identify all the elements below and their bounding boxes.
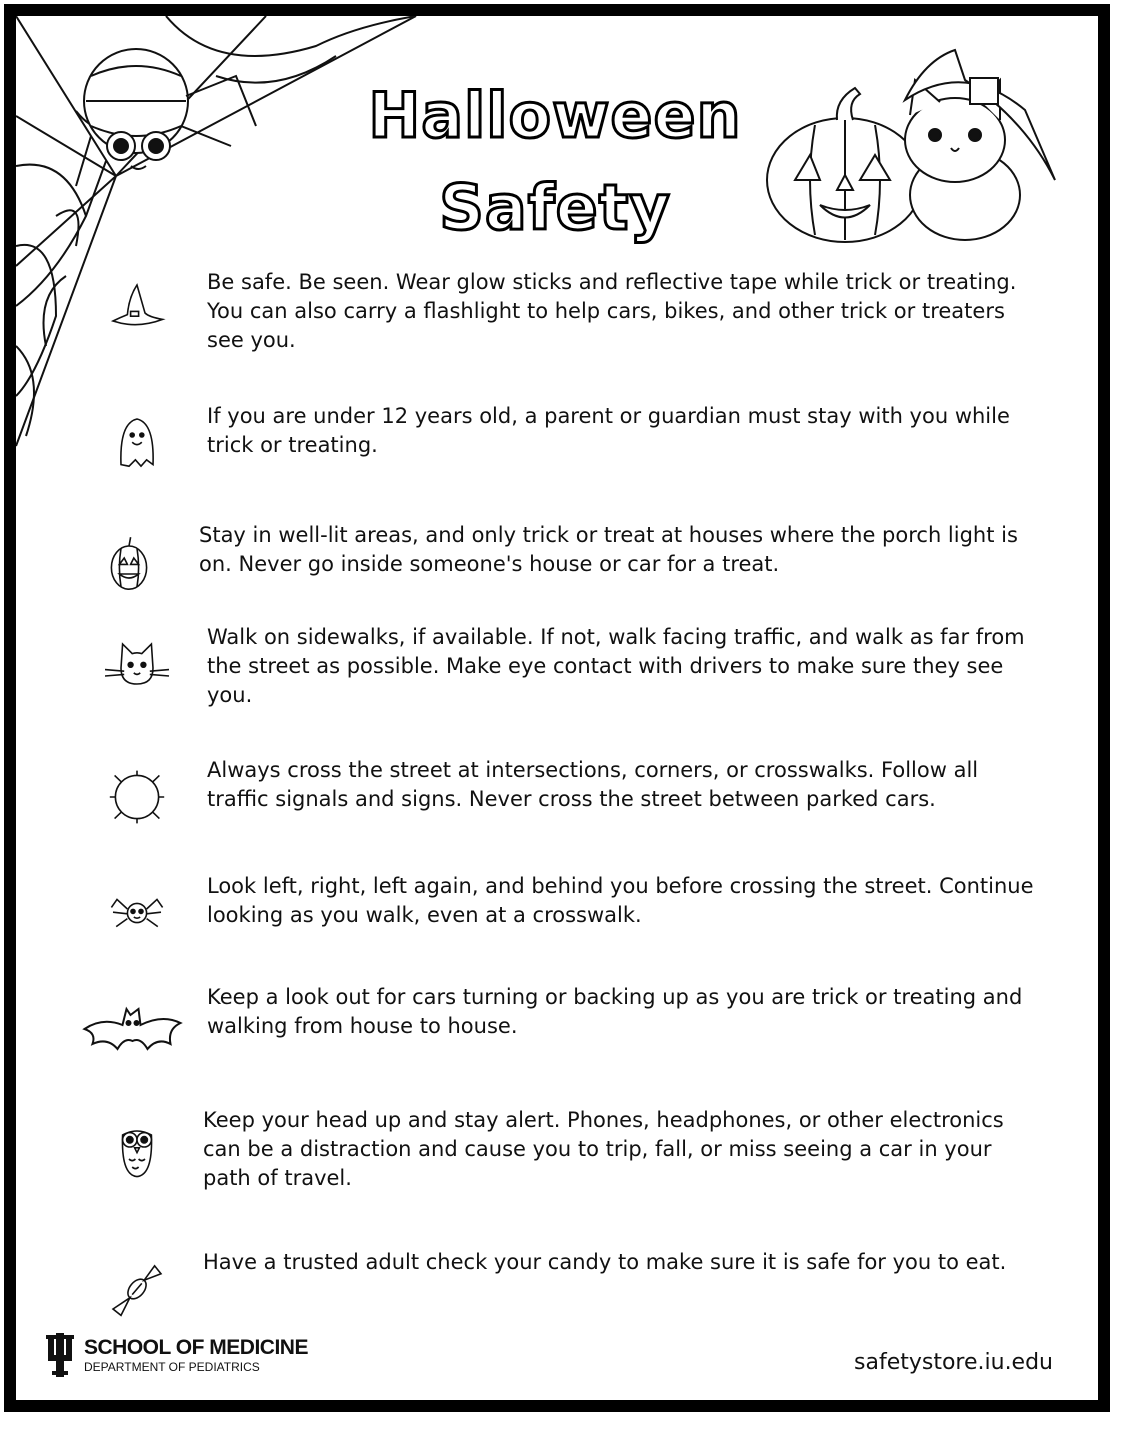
witch-hat-icon bbox=[105, 274, 185, 344]
safety-tip-text: Walk on sidewalks, if available. If not, walk facing traffic, and walk as far from the street as possible. Make eye contact with drivers to make sure they see you. bbox=[207, 625, 1025, 707]
website-link[interactable]: safetystore.iu.edu bbox=[854, 1350, 1053, 1375]
iu-trident-icon bbox=[46, 1333, 74, 1377]
school-name: SCHOOL OF MEDICINE bbox=[84, 1336, 308, 1359]
owl-icon bbox=[105, 1112, 185, 1182]
safety-tip-text: Keep a look out for cars turning or backing up as you are trick or treating and walking from house to house. bbox=[207, 985, 1023, 1038]
safety-tip-text: Always cross the street at intersections, corners, or crosswalks. Follow all traffic signals and signs. Never cross the street between parked cars. bbox=[207, 758, 979, 811]
spider-icon bbox=[105, 878, 185, 948]
safety-tip-text: Stay in well-lit areas, and only trick or treat at houses where the porch light is on. Never go inside someone's house or car for a treat. bbox=[199, 523, 1018, 576]
safety-tip-text: Keep your head up and stay alert. Phones, headphones, or other electronics can be a distraction and cause you to trip, fall, or miss seeing a car in your path of travel. bbox=[203, 1108, 1004, 1190]
safety-tip-text: Look left, right, left again, and behind you before crossing the street. Continue looking as you walk, even at a crosswalk. bbox=[207, 874, 1034, 927]
pumpkin-cat-illustration bbox=[765, 30, 1065, 250]
spider-web-icon bbox=[105, 762, 185, 832]
cat-icon bbox=[105, 629, 185, 699]
department-name: DEPARTMENT OF PEDIATRICS bbox=[84, 1360, 260, 1374]
title-line-2: Safety bbox=[439, 171, 671, 244]
title-line-1: Halloween bbox=[368, 79, 742, 152]
candy-icon bbox=[105, 1254, 185, 1324]
safety-tip-text: Be safe. Be seen. Wear glow sticks and reflective tape while trick or treating. You can also carry a flashlight to help cars, bikes, and other trick or treaters see you. bbox=[207, 270, 1017, 352]
safety-tip-text: If you are under 12 years old, a parent or guardian must stay with you while trick or treating. bbox=[207, 404, 1010, 457]
iu-school-of-medicine-logo bbox=[46, 1333, 308, 1377]
safety-tip-text: Have a trusted adult check your candy to make sure it is safe for you to eat. bbox=[203, 1250, 1007, 1274]
bat-icon bbox=[75, 989, 190, 1059]
ghost-icon bbox=[105, 408, 185, 478]
jack-o-lantern-icon bbox=[105, 527, 185, 597]
page-title bbox=[340, 70, 770, 254]
